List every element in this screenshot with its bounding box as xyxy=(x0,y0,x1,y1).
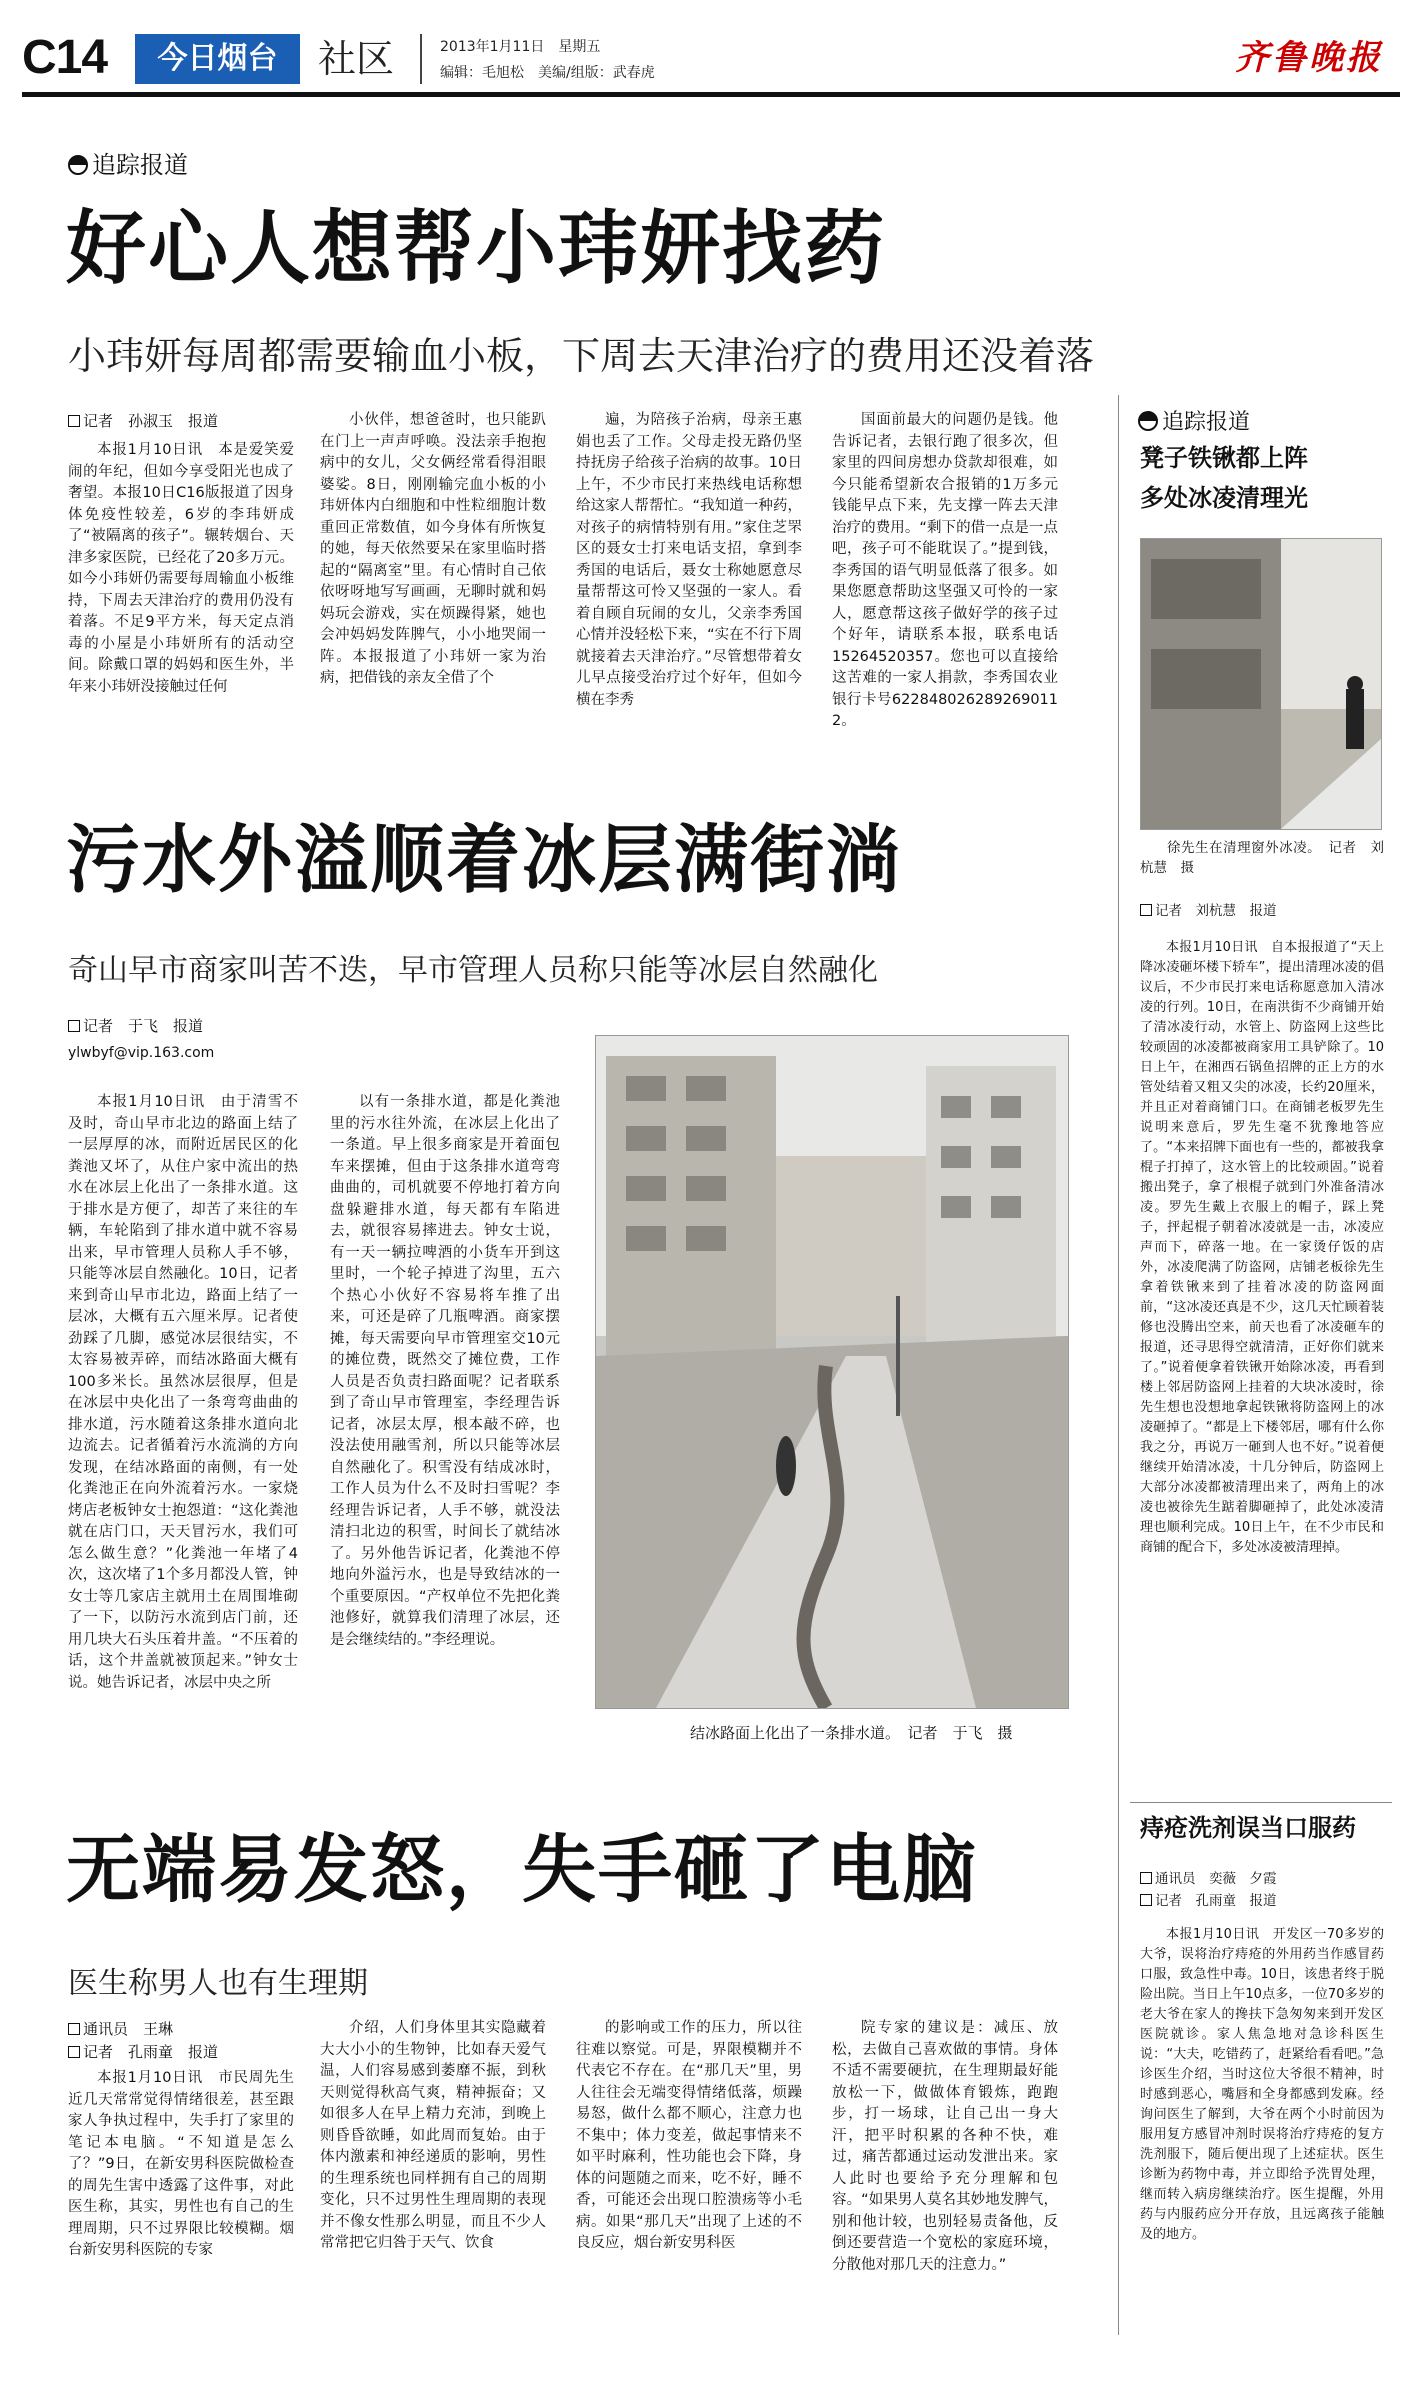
header-divider xyxy=(420,34,422,84)
byline-square-icon xyxy=(68,2046,80,2058)
byline-square-icon xyxy=(68,2023,80,2035)
story3-headline: 无端易发怒，失手砸了电脑 xyxy=(66,1827,978,1913)
story1-column-2: 小伙伴，想爸爸时，也只能趴在门上一声声呼唤。没法亲手抱抱病中的女儿，父女俩经常看得泪眼婆娑。8日，刚刚输完血小板的小玮妍体内白细胞和中性粒细胞计数重回正常数值，如今身体有所恢复的她，每天依然要呆在家里临时搭起的“隔离室”里。有心情时自己依依呀呀地写写画画，无聊时就和妈妈玩会游戏，实在烦躁得紧，她也会冲妈妈发阵脾气，小小地哭闹一阵。本报报道了小玮妍一家为治病，把借钱的亲友全借了个 xyxy=(320,412,546,686)
sidebar1-photo-caption: 徐先生在清理窗外冰凌。 记者 刘杭慧 摄 xyxy=(1140,840,1384,876)
story1-subhead: 小玮妍每周都需要输血小板，下周去天津治疗的费用还没着落 xyxy=(68,334,1095,378)
story3-byline-1: 通讯员 王琳 xyxy=(68,2018,173,2040)
story1-headline: 好心人想帮小玮妍找药 xyxy=(66,202,886,295)
story3-byline-2: 记者 孔雨童 报道 xyxy=(68,2041,218,2063)
story1-column-1: 本报1月10日讯 本是爱笑爱闹的年纪，但如今享受阳光也成了奢望。本报10日C16版报道了因身体免疫性较差，6岁的李玮妍成了“被隔离的孩子”。辗转烟台、天津多家医院，已经花了20多万元。如今小玮妍仍需要每周输血小板维持，下周去天津治疗的费用仍没有着落。不足9平方米，每天定点消毒的小屋是小玮妍所有的活动空间。除戴口罩的妈妈和医生外，半年来小玮妍没接触过任何 xyxy=(68,442,294,695)
story3-subhead: 医生称男人也有生理期 xyxy=(68,1966,368,2001)
story1-kicker: 追踪报道 xyxy=(68,145,188,180)
sidebar1-kicker: 追踪报道 xyxy=(1138,405,1250,436)
story1-byline: 记者 孙淑玉 报道 xyxy=(68,410,218,432)
byline-square-icon xyxy=(1140,904,1152,916)
byline-square-icon xyxy=(1140,1872,1152,1884)
section-title: 社区 xyxy=(318,37,395,81)
sidebar-separator xyxy=(1130,1802,1392,1803)
byline-square-icon xyxy=(68,415,80,427)
editors-line: 编辑：毛旭松 美编/组版：武春虎 xyxy=(440,65,655,81)
newspaper-logo: 齐鲁晚报 xyxy=(1235,38,1383,78)
story3-column-3: 的影响或工作的压力，所以往往难以察觉。可是，界限模糊并不代表它不存在。在“那几天”里，男人往往会无端变得情绪低落，烦躁易怒，做什么都不顺心，注意力也不集中；体力变差，做起事情来不如平时麻利，性功能也会下降，身体的问题随之而来，吃不好，睡不香，可能还会出现口腔溃疡等小毛病。如果“那几天”出现了上述的不良反应，烟台新安男科医 xyxy=(576,2020,802,2251)
icy-street-photo xyxy=(595,1035,1069,1709)
kicker-circle-icon xyxy=(1138,411,1158,431)
kicker-circle-icon xyxy=(68,155,88,175)
byline-square-icon xyxy=(1140,1894,1152,1906)
ice-clearing-photo xyxy=(1140,538,1382,830)
story1-column-4: 国面前最大的问题仍是钱。他告诉记者，去银行跑了很多次，但家里的四间房想办贷款却很难，如今只能希望新农合报销的1万多元钱能早点下来，先支撑一阵去天津治疗的费用。“剩下的借一点是一点吧，孩子可不能耽误了。”提到钱，李秀国的语气明显低落了很多。如果您愿意帮助这坚强又可怜的一家人，愿意帮这孩子做好学的孩子过个好年，请联系本报，联系电话15264520357。您也可以直接给这苦难的一家人捐款，李秀国农业银行卡号622848026289269011​2。 xyxy=(832,412,1058,729)
story1-column-3: 遍，为陪孩子治病，母亲王惠娟也丢了工作。父母走投无路仍坚持抚房子给孩子治病的故事。10日上午，不少市民打来热线电话称想给这家人帮帮忙。“我知道一种药，对孩子的病情特别有用。”家住芝罘区的聂女士打来电话支招，拿到李秀国的电话后，聂女士称她愿意尽量帮帮这可怜又坚强的一家人。看着自顾自玩闹的女儿，父亲李秀国心情并没轻松下来，“实在不行下周就接着去天津治疗。”尽管想带着女儿早点接受治疗过个好年，但如今横在李秀 xyxy=(576,412,802,708)
sidebar-divider xyxy=(1118,395,1119,2335)
sidebar2-body: 本报1月10日讯 开发区一70多岁的大爷，误将治疗痔疮的外用药当作感冒药口服，致急性中毒。10日，该患者终于脱险出院。当日上午10点多，一位70多岁的老大爷在家人的搀扶下急匆匆来到开发区医院就诊。家人焦急地对急诊科医生说：“大夫，吃错药了，赶紧给看看吧。”急诊医生介绍，当时这位大爷很不精神，时时感到恶心，嘴唇和全身都感到发麻。经询问医生了解到，大爷在两个小时前因为服用复方感冒冲剂时误将治疗痔疮的复方洗剂服下，随后便出现了上述症状。医生诊断为药物中毒，并立即给予洗胃处理，继而转入病房继续治疗。医生提醒，外用药与内服药应分开存放，且远离孩子能触及的地方。 xyxy=(1140,1927,1384,2242)
sidebar1-body: 本报1月10日讯 自本报报道了“天上降冰凌砸坏楼下轿车”，提出清理冰凌的倡议后，不少市民打来电话称愿意加入清冰凌的行列。10日，在南洪街不少商铺开始了清冰凌行动，水管上、防盗网上这些比较顽固的冰凌都被商家用工具铲除了。10日上午，在湘西石锅鱼招牌的正上方的水管处结着又粗又尖的冰凌，长约20厘米，并且正对着商铺门口。在商铺老板罗先生说明来意后，罗先生毫不犹豫地答应了。“本来招牌下面也有一些的，都被我拿棍子打掉了，这水管上的比较顽固。”说着搬出凳子，拿了根棍子就到门外准备清冰凌。罗先生戴上衣服上的帽子，踩上凳子，抨起棍子朝着冰凌就是一击，冰凌应声而下，碎落一地。在一家烫仔饭的店外，冰凌爬满了防盗网，店铺老板徐先生拿着铁锹来到了挂着冰凌的防盗网面前，“这冰凌还真是不少，这几天忙顾着装修也没腾出空来，前天也看了冰凌砸车的报道，还寻思得空就清清，正好你们就来了。”说着便拿着铁锹开始除冰凌，再看到楼上邻居防盗网上挂着的大块冰凌时，徐先生想也没想地拿起铁锹将防盗网上的冰凌砸掉了。“都是上下楼邻居，哪有什么你我之分，再说万一砸到人也不好。”说着便继续开始清冰凌，十几分钟后，防盗网上大部分冰凌都被清理出来了，两角上的冰凌也被徐先生踮着脚砸掉了，此处冰凌清理也顺利完成。10日上午，在不少市民和商铺的配合下，多处冰凌被清理掉。 xyxy=(1140,940,1384,1555)
story2-headline: 污水外溢顺着冰层满街淌 xyxy=(66,817,902,903)
header-rule xyxy=(22,92,1400,97)
sidebar1-byline: 记者 刘杭慧 报道 xyxy=(1140,900,1277,922)
sidebar1-headline-2: 多处冰凌清理光 xyxy=(1140,484,1308,512)
page-number: C14 xyxy=(22,31,108,84)
story3-column-4: 院专家的建议是：减压、放松，去做自己喜欢做的事情。身体不适不需要硬抗，在生理期最好能放松一下，做做体育锻炼，跑跑步，打一场球，让自己出一身大汗，把平时积累的各种不快，难过，痛苦都通过运动发泄出来。家人此时也要给予充分理解和包容。“如果男人莫名其妙地发脾气，别和他计较，也别轻易责备他，反倒还要营造一个宽松的家庭环境，分散他对那几天的注意力。” xyxy=(832,2020,1058,2273)
sidebar1-headline-1: 凳子铁锹都上阵 xyxy=(1140,444,1308,472)
byline-square-icon xyxy=(68,1020,80,1032)
icy-street-illustration xyxy=(596,1036,1068,1708)
story2-column-2: 以有一条排水道，都是化粪池里的污水往外流，在冰层上化出了一条道。早上很多商家是开着面包车来摆摊，但由于这条排水道弯弯曲曲的，司机就要不停地打着方向盘躲避排水道，每天都有车陷进去，就很容易摔进去。钟女士说，有一天一辆拉啤酒的小货车开到这里时，一个轮子掉进了沟里，五六个热心小伙好不容易将车推了出来，可还是碎了几瓶啤酒。商家摆摊，每天需要向早市管理室交10元的摊位费，既然交了摊位费，工作人员是否负责扫路面呢？记者联系到了奇山早市管理室，李经理告诉记者，冰层太厚，根本敲不碎，也没法使用融雪剂，所以只能等冰层自然融化了。积雪没有结成冰时，工作人员为什么不及时扫雪呢？李经理告诉记者，人手不够，就没法清扫北边的积雪，时间长了就结冰了。另外他告诉记者，化粪池不停地向外溢污水，也是导致结冰的一个重要原因。“产权单位不先把化粪池修好，就算我们清理了冰层，还是会继续结的。”李经理说。 xyxy=(330,1094,560,1648)
sidebar2-byline-1: 通讯员 奕薇 夕霞 xyxy=(1140,1868,1277,1890)
story2-photo-caption: 结冰路面上化出了一条排水道。 记者 于飞 摄 xyxy=(690,1724,1013,1742)
sidebar2-byline-2: 记者 孔雨童 报道 xyxy=(1140,1890,1277,1912)
story3-column-2: 介绍，人们身体里其实隐藏着大大小小的生物钟，比如春天爱气温，人们容易感到萎靡不振，到秋天则觉得秋高气爽，精神振奋；又如很多人在早上精力充沛，到晚上则昏昏欲睡，如此周而复始。由于体内激素和神经递质的影响，男性的生理系统也同样拥有自己的周期变化，只不过男性生理周期的表现并不像女性那么明显，而且不少人常常把它归咎于天气、饮食 xyxy=(320,2020,546,2251)
sidebar2-headline: 痔疮洗剂误当口服药 xyxy=(1140,1814,1356,1842)
story2-byline: 记者 于飞 报道 xyxy=(68,1015,203,1037)
story2-email: ylwbyf@vip.163.com xyxy=(68,1045,215,1061)
story2-subhead: 奇山早市商家叫苦不迭，早市管理人员称只能等冰层自然融化 xyxy=(68,953,878,988)
section-tag: 今日烟台 xyxy=(135,34,300,84)
date-line: 2013年1月11日 星期五 xyxy=(440,39,601,55)
ice-clearing-illustration xyxy=(1141,539,1381,829)
story2-column-1: 本报1月10日讯 由于清雪不及时，奇山早市北边的路面上结了一层厚厚的冰，而附近居民区的化粪池又坏了，从住户家中流出的热水在冰层上化出了一条排水道。这于排水是方便了，却苦了来往的车辆，车轮陷到了排水道中就不容易出来，早市管理人员称人手不够，只能等冰层自然融化。10日，记者来到奇山早市北边，路面上结了一层冰，大概有五六厘米厚。记者使劲踩了几脚，感觉冰层很结实，不太容易被弄碎，而结冰路面大概有100多米长。虽然冰层很厚，但是在冰层中央化出了一条弯弯曲曲的排水道，污水随着这条排水道向北边流去。记者循着污水流淌的方向发现，在结冰路面的南侧，有一处化粪池正在向外流着污水。一家烧烤店老板钟女士抱怨道：“这化粪池就在店门口，天天冒污水，我们可怎么做生意？”化粪池一年堵了4次，这次堵了1个多月都没人管，钟女士等几家店主就用土在周围堆砌了一下，以防污水流到店门前，还用几块大石头压着井盖。“不压着的话，这个井盖就被顶起来。”钟女士说。她告诉记者，冰层中央之所 xyxy=(68,1094,298,1691)
story3-column-1: 本报1月10日讯 市民周先生近几天常常觉得情绪很差，甚至跟家人争执过程中，失手打了家里的笔记本电脑。“不知道是怎么了？”9日，在新安男科医院做检查的周先生害中透露了这件事，对此医生称，其实，男性也有自己的生理周期，只不过界限比较模糊。烟台新安男科医院的专家 xyxy=(68,2070,294,2258)
